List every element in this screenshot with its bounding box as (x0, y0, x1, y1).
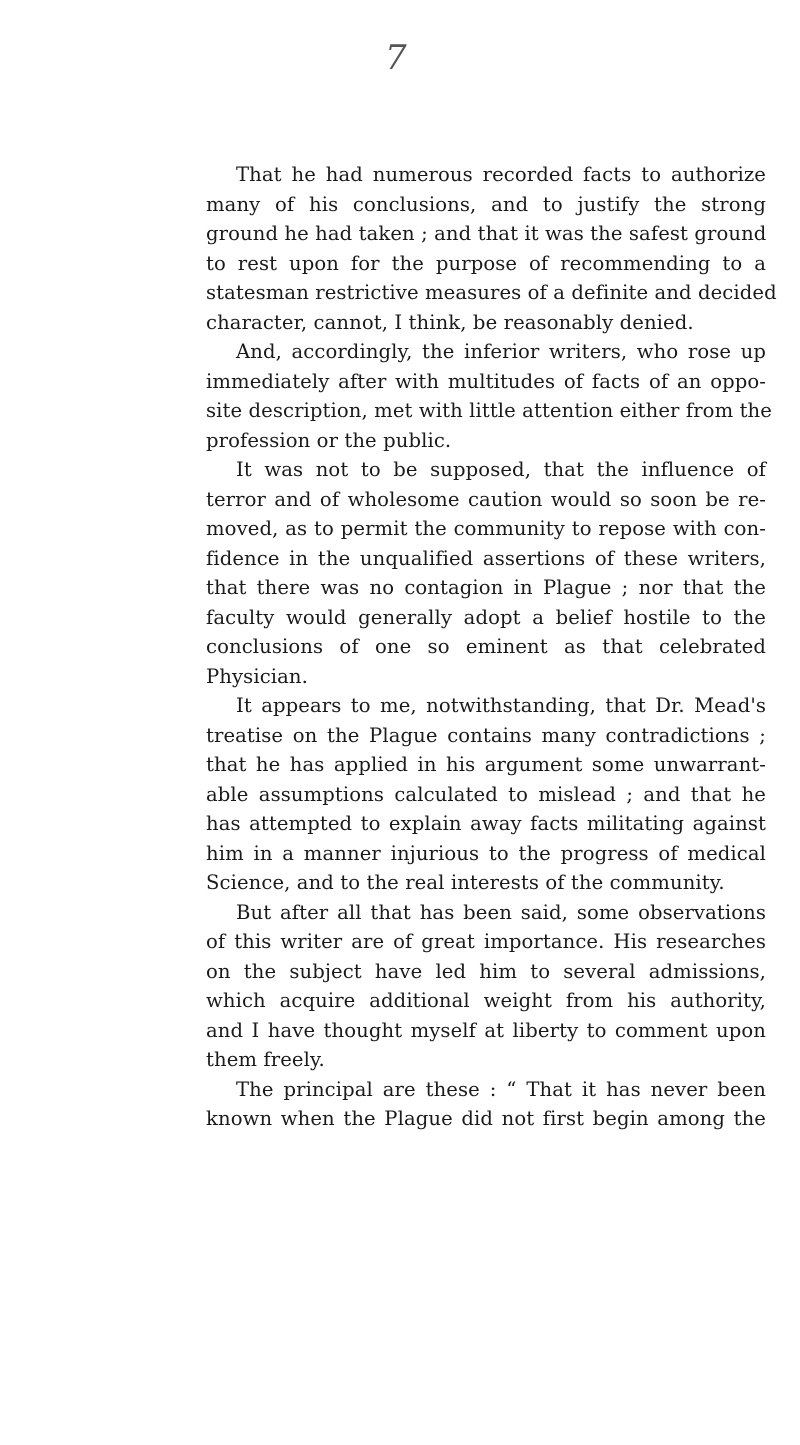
text-line: him in a manner injurious to the progress of medical (206, 841, 766, 865)
text-line: treatise on the Plague contains many contradictions ; (206, 723, 766, 747)
text-line: and I have thought myself at liberty to comment upon (206, 1018, 766, 1042)
text-line: Science, and to the real interests of the community. (206, 871, 725, 894)
text-line: site description, met with little attention either from the (206, 399, 772, 422)
text-line: them freely. (206, 1048, 325, 1071)
text-line: many of his conclusions, and to justify the strong (206, 192, 766, 216)
text-line: that there was no contagion in Plague ; nor that the (206, 576, 766, 599)
text-line: ground he had taken ; and that it was the safest ground (206, 222, 767, 245)
text-line: immediately after with multitudes of facts of an oppo- (206, 369, 766, 393)
text-line: conclusions of one so eminent as that celebrated (206, 635, 766, 658)
text-line: which acquire additional weight from his authority, (206, 989, 766, 1012)
text-line: Physician. (206, 664, 308, 688)
text-line: on the subject have led him to several admissions, (206, 959, 766, 983)
page-number: 7 (385, 38, 407, 78)
text-line: That he had numerous recorded facts to authorize (236, 163, 766, 186)
text-line: to rest upon for the purpose of recommending to a (206, 251, 766, 275)
text-line: character, cannot, I think, be reasonably denied. (206, 310, 694, 334)
text-line: It appears to me, notwithstanding, that Dr. Mead's (236, 694, 766, 717)
text-line: faculty would generally adopt a belief hostile to the (206, 605, 766, 629)
text-line: But after all that has been said, some observations (236, 900, 766, 924)
text-line: that he has applied in his argument some unwarrant- (206, 753, 766, 776)
text-line: And, accordingly, the inferior writers, who rose up (236, 340, 766, 363)
text-line: has attempted to explain away facts militating against (206, 812, 766, 835)
text-line: fidence in the unqualified assertions of these writers, (206, 546, 766, 570)
text-line: able assumptions calculated to mislead ; and that he (206, 782, 766, 806)
body-text (206, 160, 777, 1134)
text-line: profession or the public. (206, 428, 452, 452)
text-line: moved, as to permit the community to repose with con- (206, 517, 766, 540)
text-line: The principal are these : “ That it has never been (236, 1077, 766, 1101)
text-line: of this writer are of great importance. His researches (206, 930, 766, 953)
text-line: statesman restrictive measures of a definite and decided (206, 281, 777, 304)
text-line: terror and of wholesome caution would so soon be re- (206, 487, 766, 511)
text-line: It was not to be supposed, that the influence of (236, 458, 766, 481)
text-line: known when the Plague did not first begin among the (206, 1107, 766, 1130)
